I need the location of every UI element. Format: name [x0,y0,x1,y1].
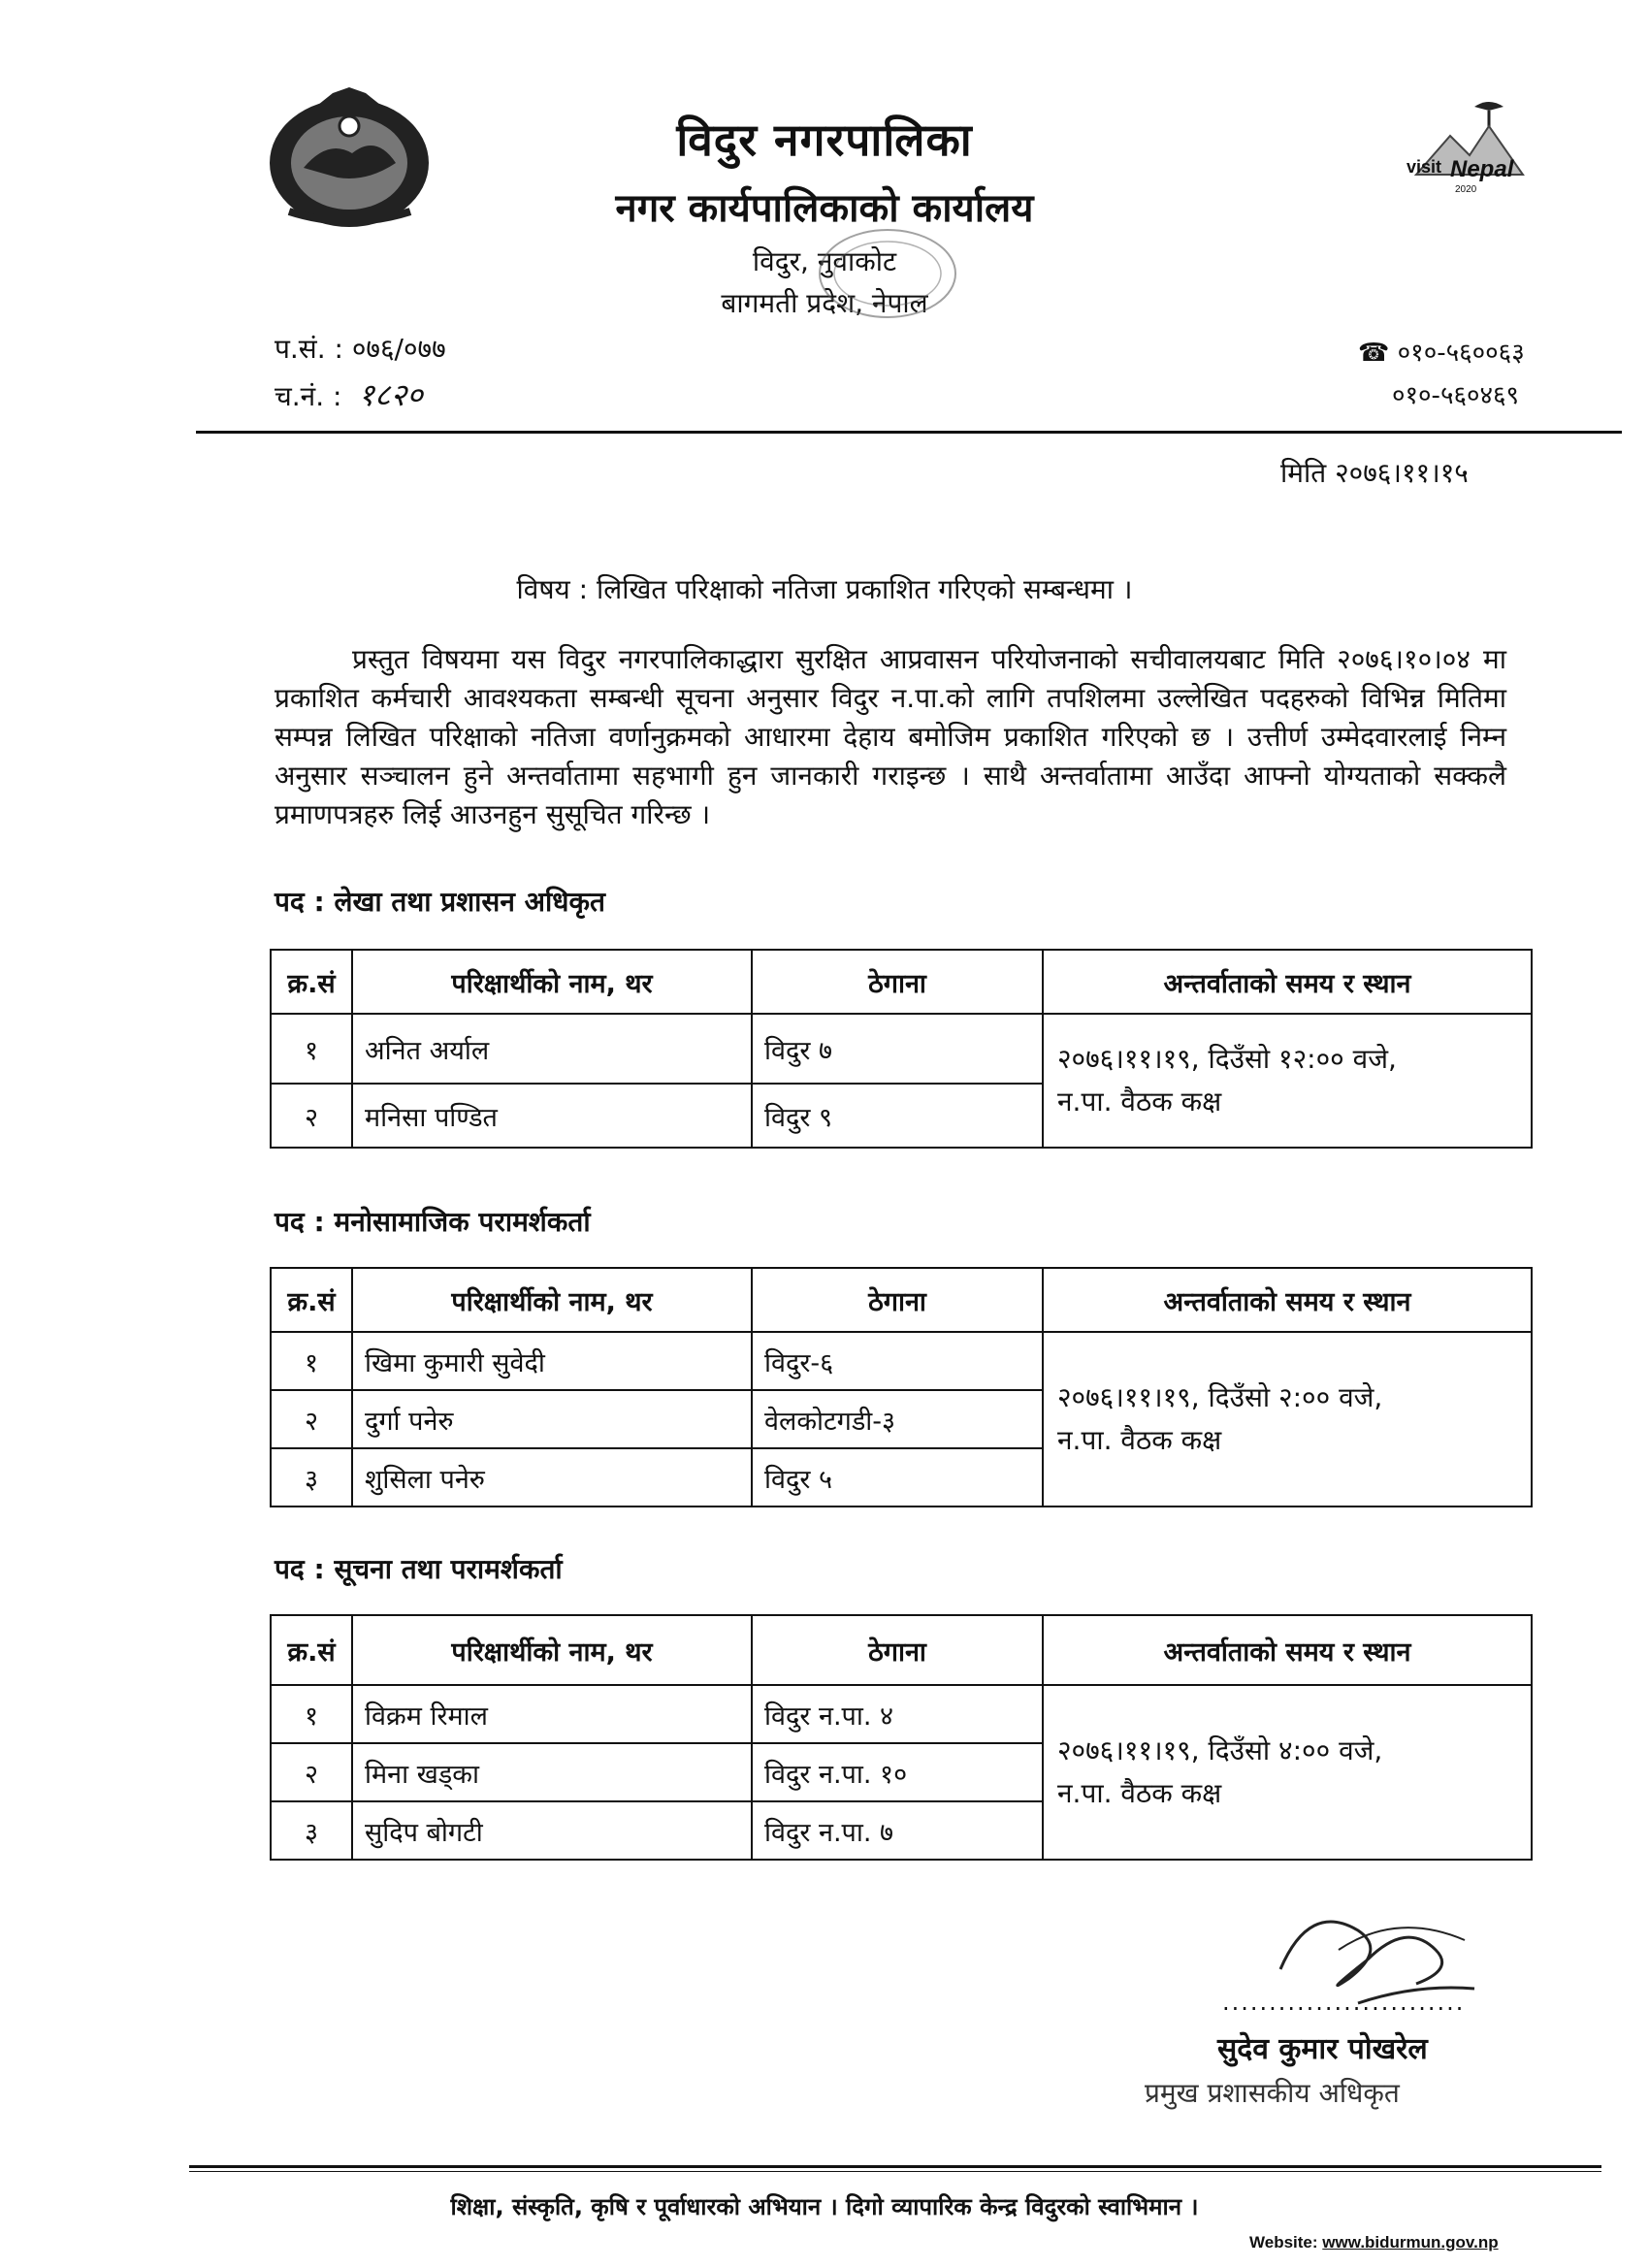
footer-motto: शिक्षा, संस्कृति, कृषि र पूर्वाधारको अभियान । दिगो व्यापारिक केन्द्र विदुरको स्वाभिमान । [450,2193,1199,2220]
cell-sn: २ [271,1390,352,1448]
svg-text:2020: 2020 [1455,184,1477,195]
letter-date: मिति २०७६।११।१५ [1280,457,1469,489]
results-table-3 [270,1614,1533,1861]
address-line-2: बागमती प्रदेश, नेपाल [721,287,928,319]
cell-interview-schedule [1043,1685,1532,1860]
col-header-name: परिक्षार्थीको नाम, थर [352,950,752,1014]
cell-name: मिना खड्का [352,1743,752,1801]
table-header-row [271,1268,1532,1332]
phone-1-value: ०१०-५६००६३ [1397,339,1525,368]
schedule-time: २०७६।११।१९, दिउँसो १२:०० वजे, [1057,1043,1397,1075]
office-seal-stamp [713,225,1004,351]
cell-address: विदुर न.पा. ४ [752,1685,1043,1743]
cell-name: शुसिला पनेरु [352,1448,752,1507]
reference-value: ०७६/०७७ [351,333,446,365]
cell-interview-schedule [1043,1014,1532,1148]
col-header-address: ठेगाना [752,1615,1043,1685]
org-office: नगर कार्यपालिकाको कार्यालय [615,186,1034,231]
cell-address: विदुर ७ [752,1014,1043,1084]
cell-name: सुदिप बोगटी [352,1801,752,1860]
schedule-venue: न.पा. वैठक कक्ष [1057,1424,1222,1456]
schedule-venue: न.पा. वैठक कक्ष [1057,1085,1222,1118]
table-row [271,1685,1532,1743]
cell-address: विदुर ९ [752,1084,1043,1148]
cell-sn: १ [271,1685,352,1743]
dispatch-value: १८२० [358,376,423,413]
cell-sn: २ [271,1084,352,1148]
website-link[interactable]: www.bidurmun.gov.np [1322,2233,1499,2252]
cell-sn: १ [271,1332,352,1390]
cell-name: अनित अर्याल [352,1014,752,1084]
website-label: Website: [1249,2233,1318,2252]
letter-subject: विषय : लिखित परिक्षाको नतिजा प्रकाशित गरिएको सम्बन्धमा । [516,573,1133,605]
schedule-time: २०७६।११।१९, दिउँसो ४:०० वजे, [1057,1734,1383,1766]
cell-address: विदुर न.पा. १० [752,1743,1043,1801]
col-header-interview: अन्तर्वाताको समय र स्थान [1043,1615,1532,1685]
footer-divider [189,2165,1601,2168]
cell-address: विदुर-६ [752,1332,1043,1390]
table-row [271,1332,1532,1390]
col-header-address: ठेगाना [752,950,1043,1014]
cell-address: विदुर न.पा. ७ [752,1801,1043,1860]
col-header-interview: अन्तर्वाताको समय र स्थान [1043,950,1532,1014]
col-header-name: परिक्षार्थीको नाम, थर [352,1268,752,1332]
phone-2: ०१०-५६०४६९ [1392,381,1520,410]
table-header-row [271,950,1532,1014]
footer-divider-thin [189,2171,1601,2172]
cell-name: मनिसा पण्डित [352,1084,752,1148]
cell-interview-schedule [1043,1332,1532,1507]
cell-name: खिमा कुमारी सुवेदी [352,1332,752,1390]
post-title-3: पद : सूचना तथा परामर्शकर्ता [275,1553,563,1585]
cell-sn: ३ [271,1801,352,1860]
letter-body: प्रस्तुत विषयमा यस विदुर नगरपालिकाद्धारा सुरक्षित आप्रवासन परियोजनाको सचीवालयबाट मिति २०७६।१०।०४ मा प्रकाशित कर्मचारी आवश्यकता सम्बन्धी सूचना अनुसार विदुर न.पा.को लागि तपशिलमा उल्लेखित पदहरुको विभिन्न मितिमा सम्पन्न लिखित परिक्षाको नतिजा वर्णानुक्रमको आधारमा देहाय बमोजिम प्रकाशित गरिएको छ । उत्तीर्ण उम्मेदवारलाई निम्न अनुसार सञ्चालन हुने अन्तर्वातामा सहभागी हुन जानकारी गराइन्छ । साथै अन्तर्वातामा आउँदा आफ्नो योग्यताको सक्कलै प्रमाणपत्रहरु लिई आउनहुन सुसूचित गरिन्छ । [275,643,1506,830]
col-header-sn: क्र.सं [271,1268,352,1332]
signatory-title: प्रमुख प्रशासकीय अधिकृत [1145,2077,1400,2109]
org-name: विदुर नगरपालिका [676,113,973,166]
cell-sn: ३ [271,1448,352,1507]
col-header-address: ठेगाना [752,1268,1043,1332]
signatory-name: सुदेव कुमार पोखरेल [1217,2032,1428,2066]
svg-text:Nepal: Nepal [1450,156,1514,182]
phone-1 [1358,334,1525,369]
table-row [271,1014,1532,1084]
results-table-2 [270,1267,1533,1507]
reference-label: प.सं. : [275,333,343,365]
cell-address: वेलकोटगडी-३ [752,1390,1043,1448]
post-title-1: पद : लेखा तथा प्रशासन अधिकृत [275,886,605,918]
svg-text:visit: visit [1406,157,1442,177]
signature-line: .......................... [1222,1989,1466,2016]
col-header-name: परिक्षार्थीको नाम, थर [352,1615,752,1685]
schedule-venue: न.पा. वैठक कक्ष [1057,1777,1222,1809]
table-header-row [271,1615,1532,1685]
reference-number [275,330,446,367]
footer-website [1249,2233,1499,2252]
address-line-1: विदुर, नुवाकोट [752,245,897,277]
cell-name: विक्रम रिमाल [352,1685,752,1743]
col-header-sn: क्र.सं [271,950,352,1014]
cell-sn: २ [271,1743,352,1801]
col-header-interview: अन्तर्वाताको समय र स्थान [1043,1268,1532,1332]
cell-sn: १ [271,1014,352,1084]
cell-address: विदुर ५ [752,1448,1043,1507]
dispatch-label: च.नं. : [275,380,342,412]
results-table-1 [270,949,1533,1149]
dispatch-number [275,373,423,415]
post-title-2: पद : मनोसामाजिक परामर्शकर्ता [275,1206,591,1238]
telephone-icon: ☎ [1358,339,1390,368]
schedule-time: २०७६।११।१९, दिउँसो २:०० वजे, [1057,1381,1383,1413]
col-header-sn: क्र.सं [271,1615,352,1685]
cell-name: दुर्गा पनेरु [352,1390,752,1448]
header-divider [196,431,1622,434]
